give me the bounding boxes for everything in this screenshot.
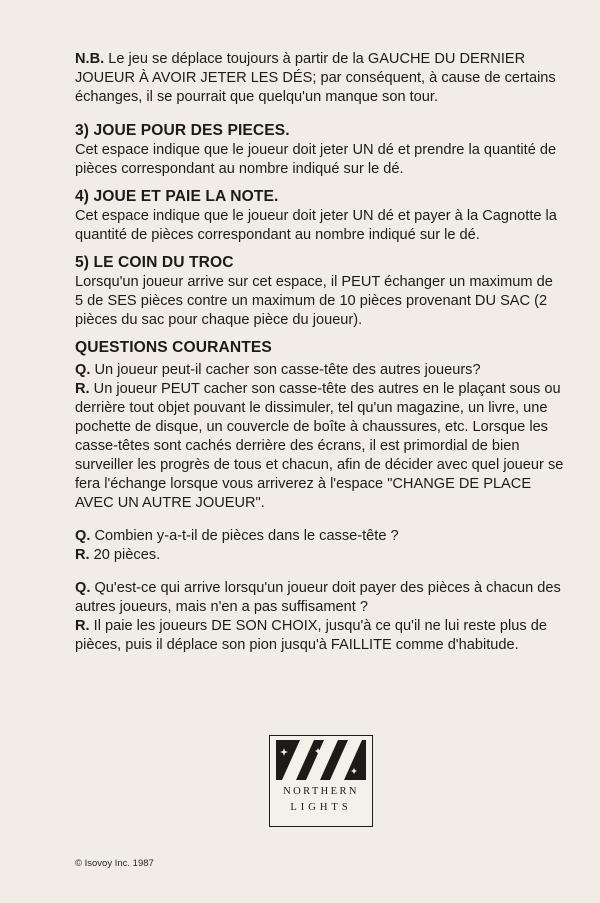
logo-mark-icon: [270, 736, 372, 786]
section-body: Cet espace indique que le joueur doit jeter UN dé et prendre la quantité de pièces correspondant au nombre indiqué sur le dé.: [75, 142, 557, 177]
nb-paragraph: [75, 50, 565, 107]
faq-answer: [75, 380, 565, 513]
question-label: Q.: [75, 580, 91, 596]
faq-answer: [75, 617, 565, 655]
section-3: [75, 121, 565, 179]
answer-label: R.: [75, 618, 90, 634]
answer-text: Il paie les joueurs DE SON CHOIX, jusqu'à ce qu'il ne lui reste plus de pièces, puis il déplace son pion jusqu'à FAILLITE comme d'habitude.: [75, 618, 547, 653]
faq-title: QUESTIONS COURANTES: [75, 339, 272, 356]
section-4: [75, 187, 565, 245]
faq-question: [75, 527, 565, 546]
answer-text: 20 pièces.: [89, 547, 161, 563]
faq-question: [75, 579, 565, 617]
faq-section: [75, 338, 565, 655]
northern-lights-logo: [269, 735, 373, 827]
answer-label: R.: [75, 547, 90, 563]
section-title: 3) JOUE POUR DES PIECES.: [75, 122, 290, 139]
question-text: Qu'est-ce qui arrive lorsqu'un joueur doit payer des pièces à chacun des autres joueurs, mais n'en a pas suffisament ?: [75, 580, 561, 615]
question-label: Q.: [75, 362, 91, 378]
logo-line2: LIGHTS: [290, 802, 352, 813]
section-title: 5) LE COIN DU TROC: [75, 254, 234, 271]
question-label: Q.: [75, 528, 91, 544]
nb-label: N.B.: [75, 51, 105, 67]
question-text: Combien y-a-t-il de pièces dans le casse-tête ?: [90, 528, 399, 544]
answer-text: Un joueur PEUT cacher son casse-tête des autres en le plaçant sous ou derrière tout objet pouvant le dissimuler, tel qu'un magazine, un livre, une pochette de disque, un couvercle de boîte à chaussures, etc. Lorsque les casse-têtes sont cachés derrière des écrans, il est primordial de bien surveiller les progrès de tous et chacun, afin de décider avec quel joueur se fera l'échange lorsque vous arriverez à l'espace "CHANGE DE PLACE AVEC UN AUTRE JOUEUR".: [75, 381, 564, 511]
answer-label: R.: [75, 381, 90, 397]
rules-page: [75, 50, 565, 655]
section-title: 4) JOUE ET PAIE LA NOTE.: [75, 188, 279, 205]
question-text: Un joueur peut-il cacher son casse-tête des autres joueurs?: [90, 362, 481, 378]
faq-answer: [75, 546, 565, 565]
section-5: [75, 253, 565, 330]
copyright: © Isovoy Inc. 1987: [75, 858, 154, 869]
nb-text: Le jeu se déplace toujours à partir de la GAUCHE DU DERNIER JOUEUR À AVOIR JETER LES DÉS; par conséquent, à cause de certains échanges, il se pourrait que quelqu'un manque son tour.: [75, 51, 556, 105]
faq-question: [75, 361, 565, 380]
logo-line1: NORTHERN: [283, 786, 359, 797]
section-body: Cet espace indique que le joueur doit jeter UN dé et payer à la Cagnotte la quantité de pièces correspondant au nombre indiqué sur le dé.: [75, 208, 557, 243]
section-body: Lorsqu'un joueur arrive sur cet espace, il PEUT échanger un maximum de 5 de SES pièces contre un maximum de 10 pièces provenant DU SAC (2 pièces du sac pour chaque pièce du joueur).: [75, 274, 553, 328]
